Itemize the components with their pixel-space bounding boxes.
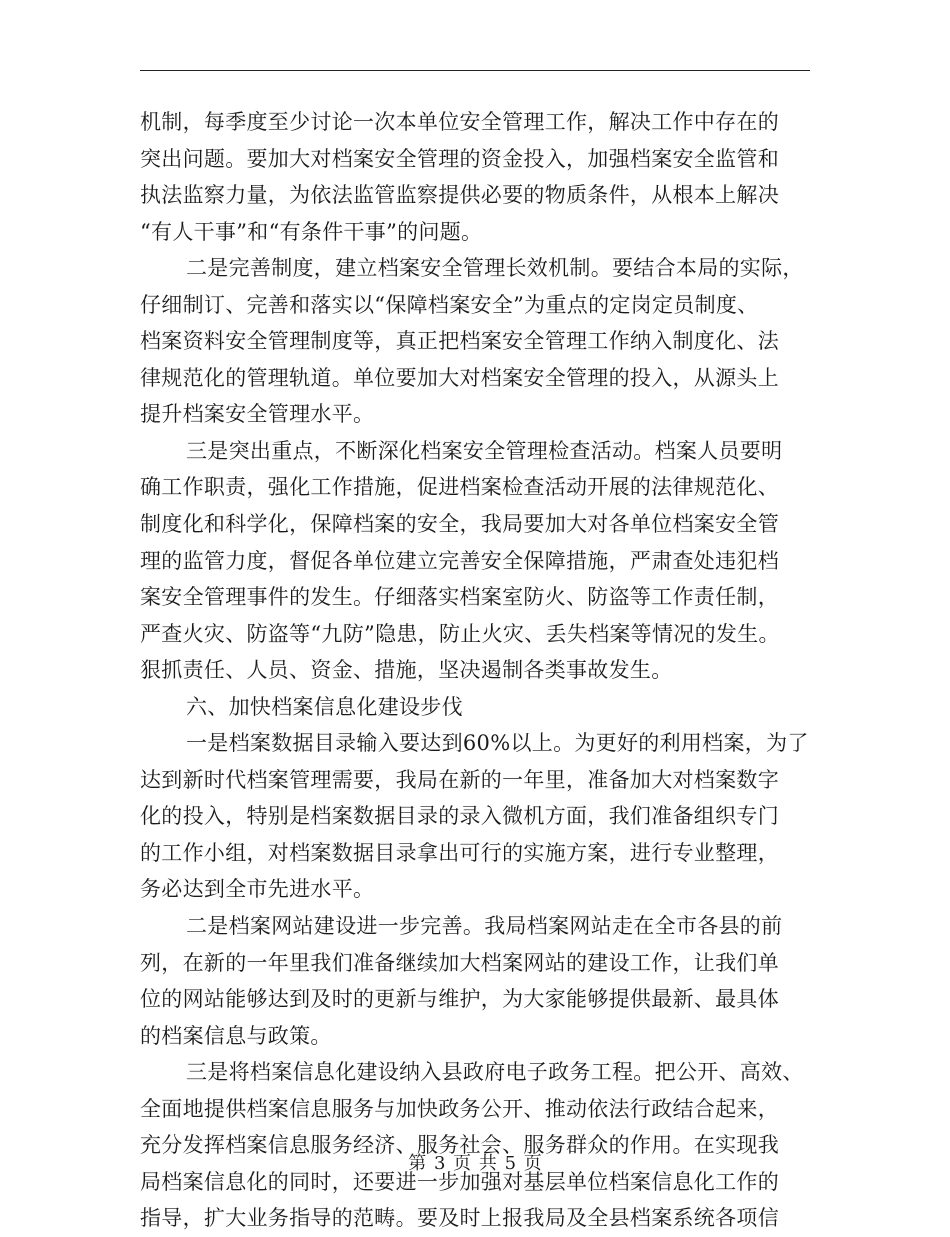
text-line: 全面地提供档案信息服务与加快政务公开、推动依法行政结合起来，: [140, 1096, 779, 1121]
text-line: 列，在新的一年里我们准备继续加大档案网站的建设工作，让我们单: [140, 950, 779, 975]
text-line: “有人干事”和“有条件干事”的问题。: [140, 219, 483, 244]
text-line: 仔细制订、完善和落实以“保障档案安全”为重点的定岗定员制度、: [140, 292, 759, 317]
text-line: 确工作职责，强化工作措施，促进档案检查活动开展的法律规范化、: [140, 475, 779, 500]
text-line: 执法监察力量，为依法监管监察提供必要的物质条件，从根本上解决: [140, 183, 779, 208]
text-line: 理的监管力度，督促各单位建立完善安全保障措施，严肃查处违犯档: [140, 548, 779, 573]
text-line: 档案资料安全管理制度等，真正把档案安全管理工作纳入制度化、法: [140, 329, 779, 354]
paragraph-first-line: 一是档案数据目录输入要达到60%以上。为更好的利用档案，为了: [186, 731, 809, 756]
paragraph-first-line: 二是档案网站建设进一步完善。我局档案网站走在全市各县的前: [186, 914, 783, 939]
text-line: 突出问题。要加大对档案安全管理的资金投入，加强档案安全监管和: [140, 146, 779, 171]
header-rule: [140, 70, 810, 71]
paragraph-first-line: 三是将档案信息化建设纳入县政府电子政务工程。把公开、高效、: [186, 1060, 804, 1085]
text-line: 案安全管理事件的发生。仔细落实档案室防火、防盗等工作责任制，: [140, 585, 779, 610]
text-line: 制度化和科学化，保障档案的安全，我局要加大对各单位档案安全管: [140, 512, 779, 537]
text-line: 严查火灾、防盗等“九防”隐患，防止火灾、丢失档案等情况的发生。: [140, 621, 780, 646]
text-line: 务必达到全市先进水平。: [140, 877, 375, 902]
page-footer: 第 3 页 共 5 页: [408, 1153, 542, 1174]
text-line: 化的投入，特别是档案数据目录的录入微机方面，我们准备组织专门: [140, 804, 779, 829]
text-line: 指导，扩大业务指导的范畴。要及时上报我局及全县档案系统各项信: [140, 1206, 779, 1231]
text-line: 局档案信息化的同时，还要进一步加强对基层单位档案信息化工作的: [140, 1169, 779, 1194]
paragraph-first-line: 二是完善制度，建立档案安全管理长效机制。要结合本局的实际，: [186, 256, 804, 281]
text-line: 机制，每季度至少讨论一次本单位安全管理工作，解决工作中存在的: [140, 110, 779, 134]
text-line: 律规范化的管理轨道。单位要加大对档案安全管理的投入，从源头上: [140, 365, 779, 390]
text-line: 的工作小组，对档案数据目录拿出可行的实施方案，进行专业整理，: [140, 840, 779, 865]
text-line: 狠抓责任、人员、资金、措施，坚决遏制各类事故发生。: [140, 658, 673, 683]
text-line: 位的网站能够达到及时的更新与维护，为大家能够提供最新、最具体: [140, 987, 779, 1012]
document-body: [140, 104, 820, 1237]
paragraph-first-line: 六、加快档案信息化建设步伐: [186, 694, 463, 719]
text-line: 的档案信息与政策。: [140, 1023, 332, 1048]
paragraph-first-line: 三是突出重点，不断深化档案安全管理检查活动。档案人员要明: [186, 438, 783, 463]
text-line: 达到新时代档案管理需要，我局在新的一年里，准备加大对档案数字: [140, 767, 779, 792]
text-line: 充分发挥档案信息服务经济、服务社会、服务群众的作用。在实现我: [140, 1133, 779, 1158]
text-line: 提升档案安全管理水平。: [140, 402, 375, 427]
